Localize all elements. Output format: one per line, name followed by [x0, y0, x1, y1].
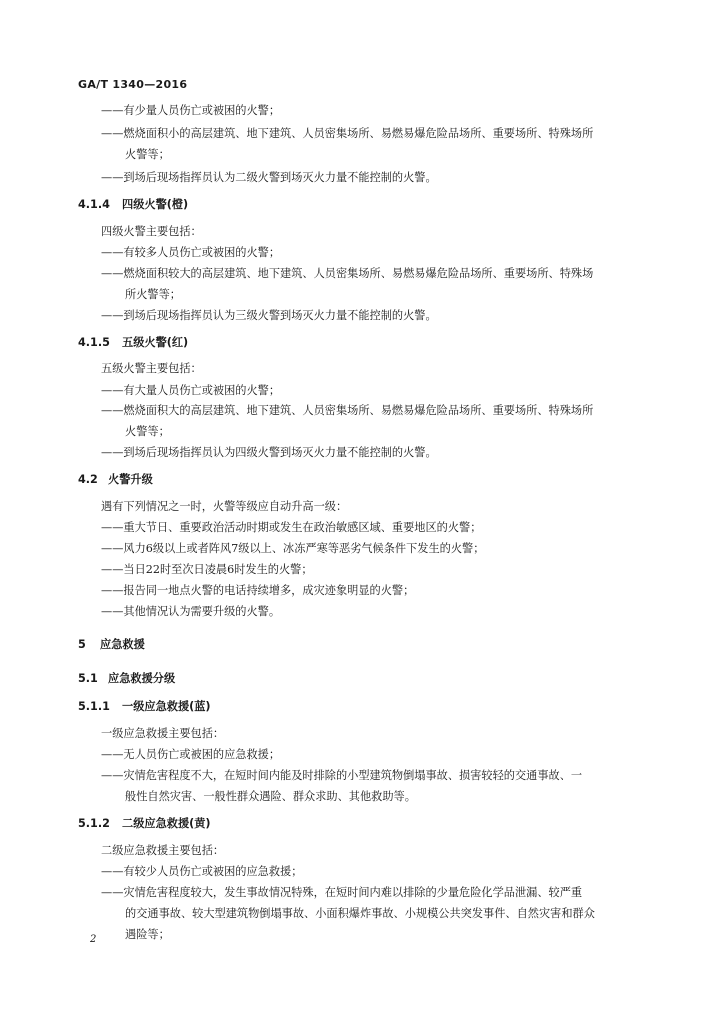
- list-item: ——有大量人员伤亡或被困的火警；: [101, 384, 281, 397]
- section-heading-5-1: [78, 672, 175, 686]
- document-header-id: GA/T 1340—2016: [78, 78, 188, 91]
- paragraph: 五级火警主要包括：: [101, 362, 202, 375]
- section-heading-4-2: [78, 473, 153, 487]
- list-item-continuation: 遇险等；: [125, 928, 170, 941]
- section-heading-4-1-5: [78, 336, 188, 350]
- section-number: 5: [78, 638, 86, 651]
- paragraph: 遇有下列情况之一时，火警等级应自动升高一级：: [101, 500, 348, 513]
- list-item: ——有较多人员伤亡或被困的火警；: [101, 246, 281, 259]
- section-title: 应急救援分级: [108, 672, 176, 685]
- section-title: 五级火警(红): [122, 336, 189, 349]
- section-number: 4.2: [78, 473, 98, 486]
- section-number: 5.1.1: [78, 700, 110, 713]
- section-heading-5-1-1: [78, 700, 211, 714]
- list-item: ——有较少人员伤亡或被困的应急救援；: [101, 865, 303, 878]
- list-item: ——燃烧面积小的高层建筑、地下建筑、人员密集场所、易燃易爆危险品场所、重要场所、特殊场所: [101, 127, 594, 140]
- list-item-continuation: 所火警等；: [125, 288, 181, 301]
- list-item: ——当日22时至次日凌晨6时发生的火警；: [101, 563, 313, 576]
- list-item-continuation: 的交通事故、较大型建筑物倒塌事故、小面积爆炸事故、小规模公共突发事件、自然灾害和群众: [125, 907, 595, 920]
- list-item-continuation: 般性自然灾害、一般性群众遇险、群众求助、其他救助等。: [125, 790, 416, 803]
- page-number: 2: [90, 934, 97, 945]
- section-heading-5-1-2: [78, 817, 211, 831]
- list-item: ——其他情况认为需要升级的火警。: [101, 605, 281, 618]
- paragraph: 四级火警主要包括：: [101, 225, 202, 238]
- section-number: 5.1.2: [78, 817, 110, 830]
- list-item: ——燃烧面积大的高层建筑、地下建筑、人员密集场所、易燃易爆危险品场所、重要场所、特殊场所: [101, 404, 594, 417]
- list-item-continuation: 火警等；: [125, 148, 170, 161]
- list-item: ——风力6级以上或者阵风7级以上、冰冻严寒等恶劣气候条件下发生的火警；: [101, 542, 485, 555]
- section-title: 四级火警(橙): [122, 198, 189, 211]
- section-title: 火警升级: [108, 473, 153, 486]
- list-item: ——到场后现场指挥员认为三级火警到场灭火力量不能控制的火警。: [101, 309, 437, 322]
- list-item: ——灾情危害程度不大，在短时间内能及时排除的小型建筑物倒塌事故、损害较轻的交通事故、一: [101, 769, 583, 782]
- list-item: ——燃烧面积较大的高层建筑、地下建筑、人员密集场所、易燃易爆危险品场所、重要场所、特殊场: [101, 267, 594, 280]
- list-item: ——无人员伤亡或被困的应急救援；: [101, 748, 281, 761]
- section-number: 4.1.4: [78, 198, 110, 211]
- section-title: 一级应急救援(蓝): [122, 700, 211, 713]
- section-number: 4.1.5: [78, 336, 110, 349]
- list-item-continuation: 火警等；: [125, 425, 170, 438]
- list-item: ——重大节日、重要政治活动时期或发生在政治敏感区域、重要地区的火警；: [101, 521, 482, 534]
- list-item: ——报告同一地点火警的电话持续增多，成灾迹象明显的火警；: [101, 584, 415, 597]
- section-heading-5: [78, 638, 145, 652]
- paragraph: 一级应急救援主要包括：: [101, 727, 225, 740]
- section-title: 二级应急救援(黄): [122, 817, 211, 830]
- list-item: ——到场后现场指挥员认为四级火警到场灭火力量不能控制的火警。: [101, 446, 437, 459]
- list-item: ——到场后现场指挥员认为二级火警到场灭火力量不能控制的火警。: [101, 171, 437, 184]
- list-item: ——有少量人员伤亡或被困的火警；: [101, 104, 281, 117]
- section-heading-4-1-4: [78, 198, 188, 212]
- section-number: 5.1: [78, 672, 98, 685]
- list-item: ——灾情危害程度较大，发生事故情况特殊，在短时间内难以排除的少量危险化学品泄漏、较严重: [101, 886, 583, 899]
- section-title: 应急救援: [100, 638, 145, 651]
- paragraph: 二级应急救援主要包括：: [101, 844, 225, 857]
